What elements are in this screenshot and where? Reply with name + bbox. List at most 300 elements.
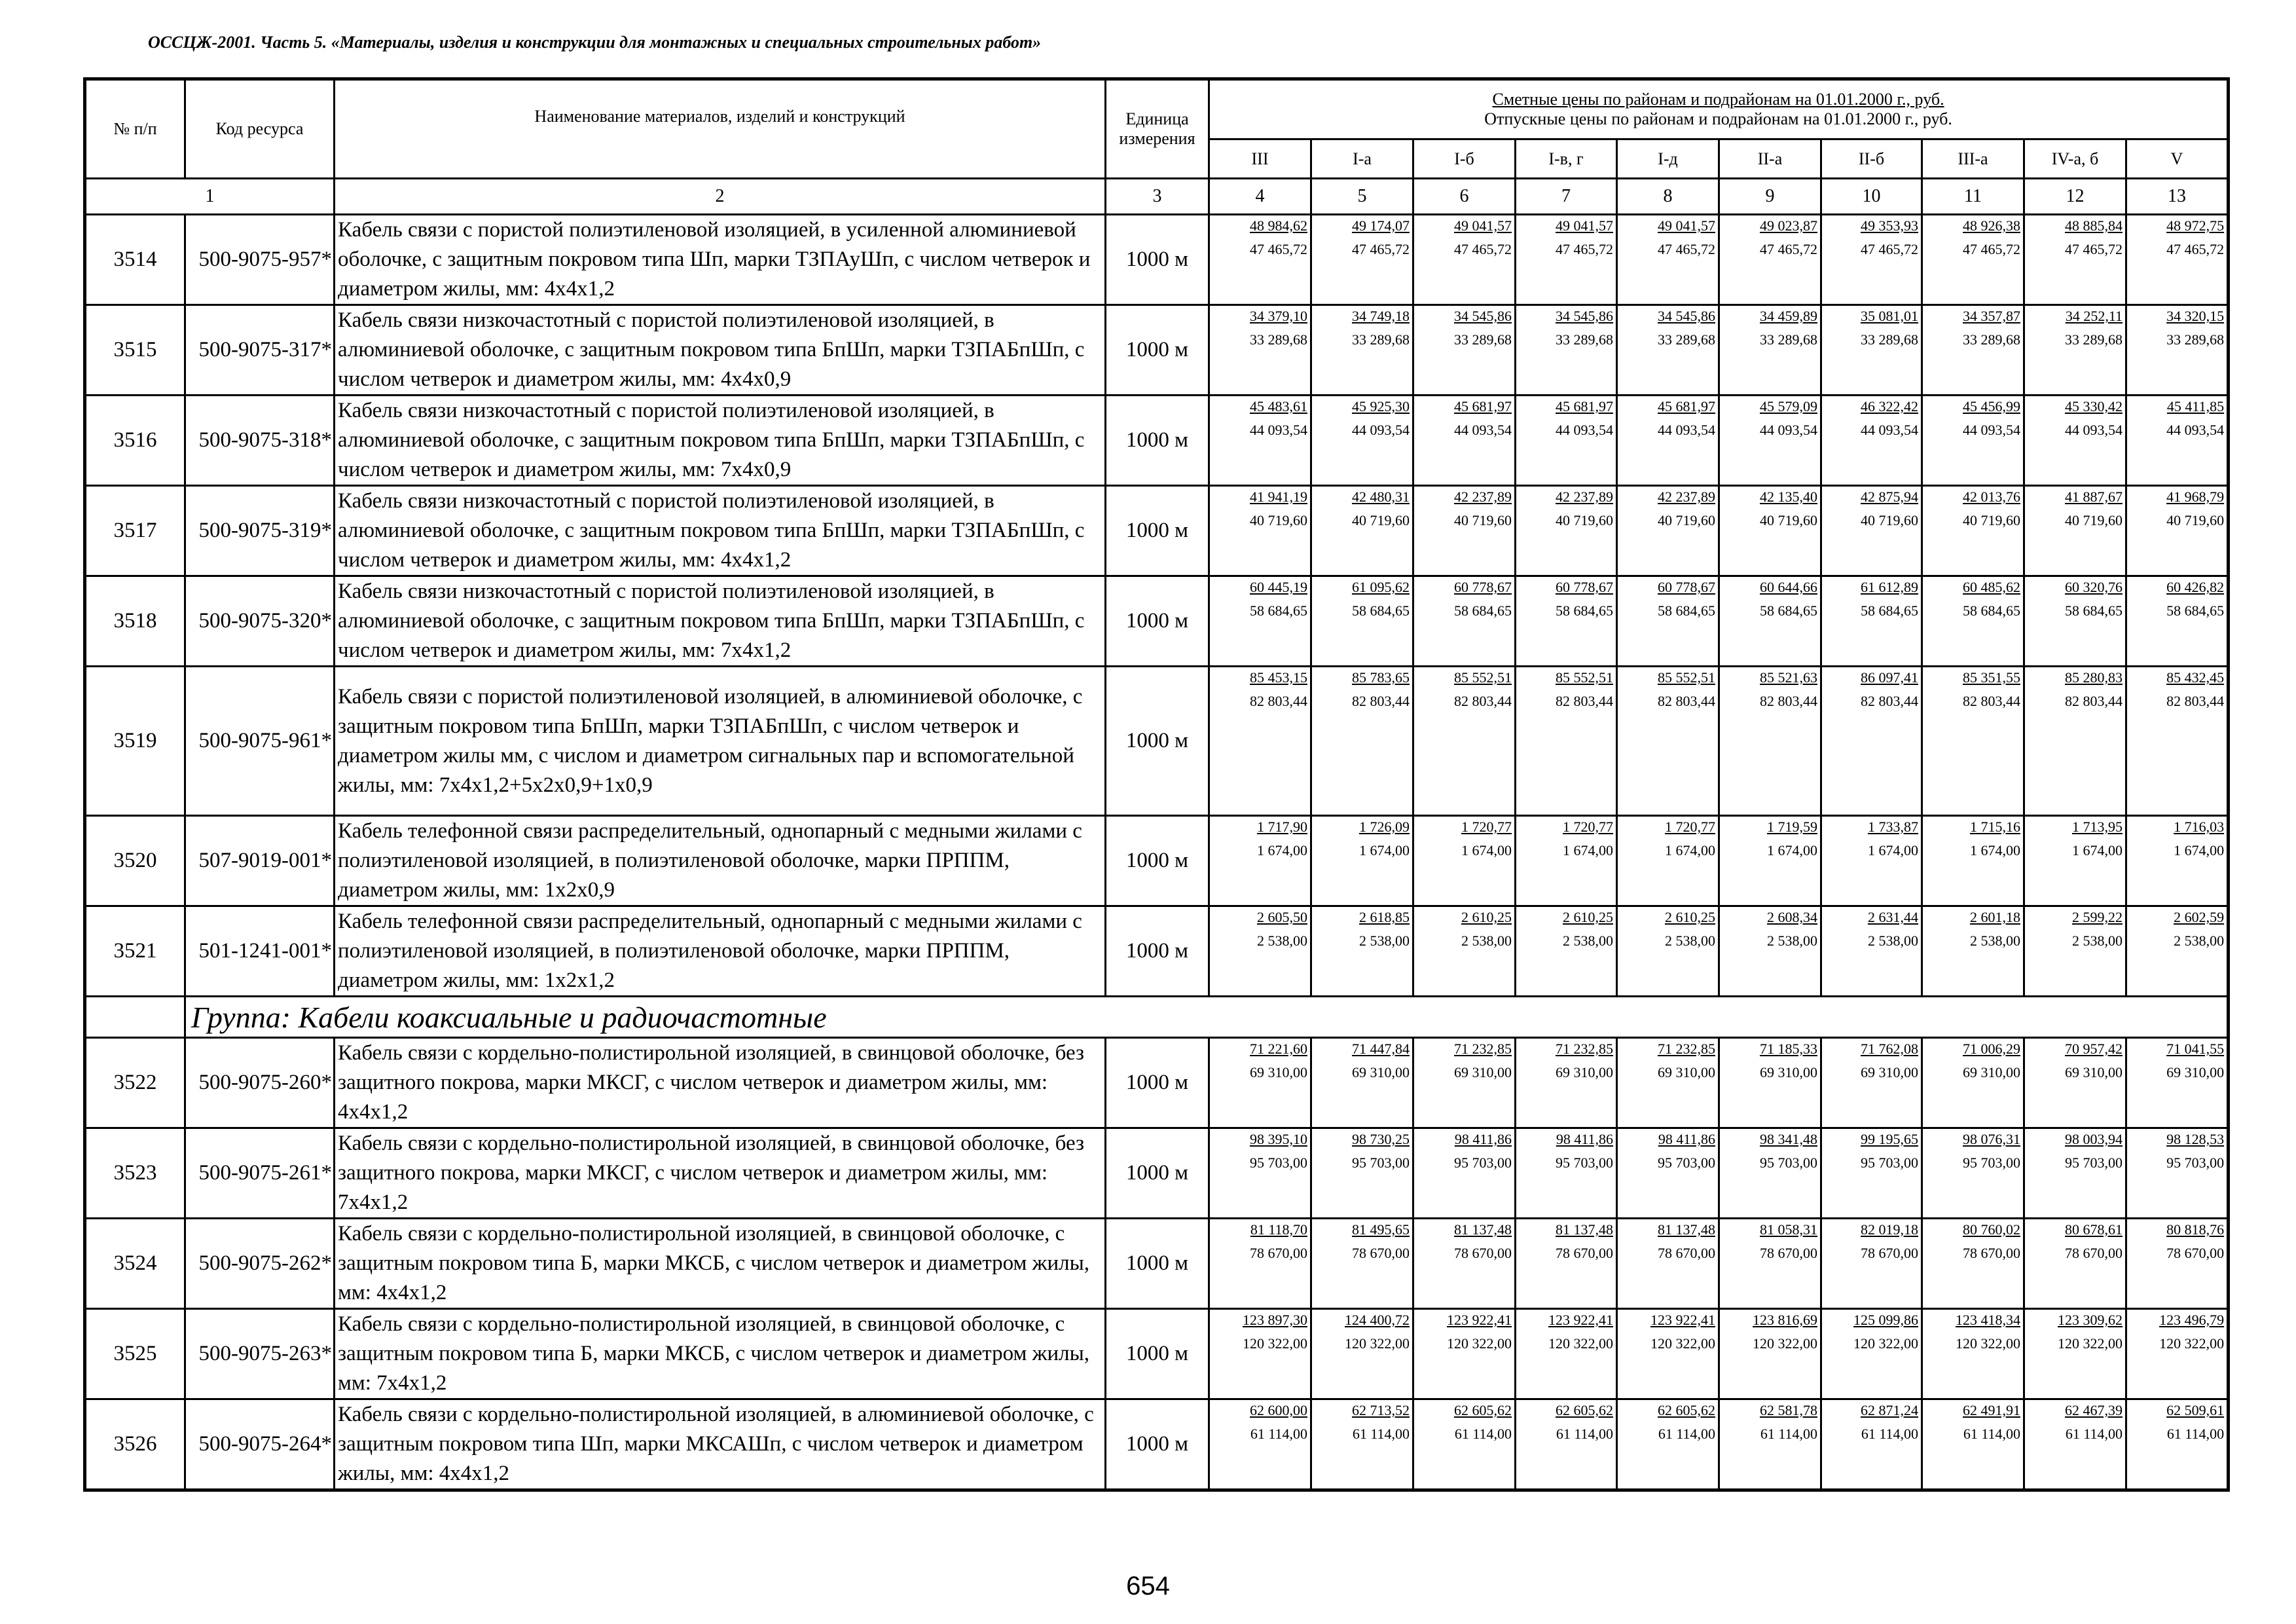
release-price: 33 289,68 <box>1352 331 1410 348</box>
estimate-price: 81 495,65 <box>1352 1221 1410 1238</box>
unit-of-measure: 1000 м <box>1106 906 1209 997</box>
estimate-price: 60 778,67 <box>1556 579 1613 595</box>
price-cell <box>2024 816 2126 906</box>
resource-code: 501-1241-001* <box>185 906 335 997</box>
release-price: 95 703,00 <box>2166 1154 2225 1171</box>
estimate-price: 34 545,86 <box>1556 308 1613 324</box>
resource-code: 500-9075-961* <box>185 667 335 816</box>
release-price: 120 322,00 <box>2159 1335 2225 1352</box>
release-price: 120 322,00 <box>1956 1335 2020 1352</box>
price-cell <box>2126 1128 2229 1219</box>
price-cell <box>1617 816 1719 906</box>
estimate-price: 34 545,86 <box>1658 308 1715 324</box>
estimate-price: 49 041,57 <box>1556 217 1613 234</box>
price-cell <box>1311 816 1413 906</box>
estimate-price: 123 418,34 <box>1956 1312 2020 1328</box>
item-number: 3516 <box>85 396 185 486</box>
estimate-price: 81 137,48 <box>1454 1221 1512 1238</box>
estimate-price: 1 715,16 <box>1970 819 2020 835</box>
estimate-price: 85 552,51 <box>1658 669 1715 686</box>
estimate-price: 61 612,89 <box>1861 579 1918 595</box>
column-number: 13 <box>2126 179 2229 215</box>
release-price: 2 538,00 <box>2174 932 2225 949</box>
price-cell <box>1617 906 1719 997</box>
estimate-price: 62 871,24 <box>1861 1402 1918 1418</box>
price-cell <box>1311 1038 1413 1128</box>
release-price: 82 803,44 <box>1352 693 1410 709</box>
price-cell <box>1719 305 1821 396</box>
estimate-price: 48 984,62 <box>1250 217 1307 234</box>
unit-of-measure: 1000 м <box>1106 215 1209 305</box>
release-price: 33 289,68 <box>1861 331 1918 348</box>
region-header: I-д <box>1617 139 1719 179</box>
price-cell <box>1413 1219 1516 1309</box>
price-cell <box>1516 1309 1617 1399</box>
estimate-price: 61 095,62 <box>1352 579 1410 595</box>
estimate-price: 125 099,86 <box>1853 1312 1918 1328</box>
price-cell <box>2024 1309 2126 1399</box>
column-number: 9 <box>1719 179 1821 215</box>
release-price: 40 719,60 <box>2166 512 2225 528</box>
price-cell <box>1922 396 2024 486</box>
estimate-price: 2 608,34 <box>1767 909 1817 925</box>
release-price: 69 310,00 <box>2166 1064 2225 1080</box>
price-cell <box>1617 305 1719 396</box>
price-cell <box>1413 816 1516 906</box>
release-price: 95 703,00 <box>1963 1154 2020 1171</box>
estimate-price: 49 174,07 <box>1352 217 1410 234</box>
release-price: 78 670,00 <box>1861 1245 1918 1261</box>
price-cell <box>2126 1399 2229 1490</box>
price-cell <box>1209 576 1311 667</box>
price-cell <box>1719 816 1821 906</box>
estimate-price: 98 730,25 <box>1352 1131 1410 1147</box>
price-cell <box>1311 305 1413 396</box>
release-price: 44 093,54 <box>1454 422 1512 438</box>
price-cell <box>1516 816 1617 906</box>
estimate-price: 2 601,18 <box>1970 909 2020 925</box>
release-price: 2 538,00 <box>1665 932 1715 949</box>
price-cell <box>2126 215 2229 305</box>
estimate-price: 1 716,03 <box>2174 819 2225 835</box>
release-price: 95 703,00 <box>1556 1154 1613 1171</box>
price-cell <box>1516 667 1617 816</box>
release-caption: Отпускные цены по районам и подрайонам на 01.01.2000 г., руб. <box>1484 109 1952 128</box>
price-cell <box>1821 816 1922 906</box>
release-price: 47 465,72 <box>2166 241 2225 257</box>
release-price: 33 289,68 <box>1963 331 2020 348</box>
price-cell <box>1719 667 1821 816</box>
column-number: 10 <box>1821 179 1922 215</box>
item-name: Кабель телефонной связи распределительный, однопарный с медными жилами с полиэтиленовой изоляцией, в полиэтиленовой оболочке, марки ПРППМ, диаметром жилы, мм: 1х2х1,2 <box>335 906 1106 997</box>
release-price: 120 322,00 <box>1650 1335 1715 1352</box>
estimate-price: 60 778,67 <box>1658 579 1715 595</box>
estimate-price: 35 081,01 <box>1861 308 1918 324</box>
price-cell <box>2024 576 2126 667</box>
release-price: 69 310,00 <box>1760 1064 1817 1080</box>
release-price: 82 803,44 <box>1250 693 1307 709</box>
estimate-price: 98 128,53 <box>2166 1131 2225 1147</box>
estimate-price: 1 720,77 <box>1563 819 1613 835</box>
header-price-captions <box>1209 79 2229 139</box>
item-name: Кабель связи с кордельно-полистирольной изоляцией, в свинцовой оболочке, без защитного покрова, марки МКСГ, с числом четверок и диаметром жилы, мм: 7х4х1,2 <box>335 1128 1106 1219</box>
estimate-price: 81 058,31 <box>1760 1221 1817 1238</box>
release-price: 69 310,00 <box>1861 1064 1918 1080</box>
price-cell <box>1922 1038 2024 1128</box>
estimate-price: 60 778,67 <box>1454 579 1512 595</box>
release-price: 61 114,00 <box>1250 1426 1307 1442</box>
release-price: 47 465,72 <box>1556 241 1613 257</box>
estimate-price: 45 411,85 <box>2166 398 2225 415</box>
estimate-price: 124 400,72 <box>1345 1312 1410 1328</box>
estimate-price: 70 957,42 <box>2065 1041 2123 1057</box>
release-price: 69 310,00 <box>1250 1064 1307 1080</box>
item-number: 3523 <box>85 1128 185 1219</box>
item-number: 3525 <box>85 1309 185 1399</box>
region-header: V <box>2126 139 2229 179</box>
price-cell <box>2126 906 2229 997</box>
release-price: 40 719,60 <box>1250 512 1307 528</box>
price-cell <box>1922 667 2024 816</box>
release-price: 33 289,68 <box>1556 331 1613 348</box>
price-cell <box>1311 1219 1413 1309</box>
release-price: 1 674,00 <box>1665 842 1715 858</box>
estimate-price: 1 720,77 <box>1461 819 1512 835</box>
region-header: IV-а, б <box>2024 139 2126 179</box>
header-name: Наименование материалов, изделий и конструкций <box>335 79 1106 179</box>
price-cell <box>1922 816 2024 906</box>
price-cell <box>1311 396 1413 486</box>
release-price: 78 670,00 <box>2166 1245 2225 1261</box>
price-cell <box>1922 1128 2024 1219</box>
release-price: 44 093,54 <box>2166 422 2225 438</box>
price-cell <box>2024 1038 2126 1128</box>
estimate-price: 62 713,52 <box>1352 1402 1410 1418</box>
price-cell <box>1413 906 1516 997</box>
release-price: 40 719,60 <box>1963 512 2020 528</box>
release-price: 95 703,00 <box>1658 1154 1715 1171</box>
release-price: 120 322,00 <box>1243 1335 1307 1352</box>
release-price: 95 703,00 <box>1250 1154 1307 1171</box>
item-name: Кабель связи низкочастотный с пористой полиэтиленовой изоляцией, в алюминиевой оболочке, с защитным покровом типа БпШп, марки ТЗПАБпШп, с числом четверок и диаметром жилы, мм: 4х4х1,2 <box>335 486 1106 576</box>
estimate-price: 45 330,42 <box>2065 398 2123 415</box>
running-header: ОССЦЖ-2001. Часть 5. «Материалы, изделия и конструкции для монтажных и специальных строительных работ» <box>148 33 1042 52</box>
estimate-price: 60 320,76 <box>2065 579 2123 595</box>
estimate-price: 1 720,77 <box>1665 819 1715 835</box>
price-cell <box>1209 396 1311 486</box>
price-cell <box>1413 1399 1516 1490</box>
unit-of-measure: 1000 м <box>1106 576 1209 667</box>
release-price: 61 114,00 <box>2166 1426 2225 1442</box>
release-price: 78 670,00 <box>1658 1245 1715 1261</box>
price-cell <box>1413 667 1516 816</box>
price-cell <box>1209 1038 1311 1128</box>
estimate-price: 62 605,62 <box>1454 1402 1512 1418</box>
header-code: Код ресурса <box>185 79 335 179</box>
estimate-price: 2 605,50 <box>1257 909 1307 925</box>
estimate-price: 2 610,25 <box>1461 909 1512 925</box>
price-cell <box>1821 215 1922 305</box>
release-price: 1 674,00 <box>1767 842 1817 858</box>
estimate-price: 71 006,29 <box>1963 1041 2020 1057</box>
price-cell <box>2126 667 2229 816</box>
price-cell <box>1719 1399 1821 1490</box>
estimate-price: 123 922,41 <box>1650 1312 1715 1328</box>
estimate-price: 123 897,30 <box>1243 1312 1307 1328</box>
item-name: Кабель связи с пористой полиэтиленовой изоляцией, в алюминиевой оболочке, с защитным покровом типа БпШп, марки ТЗПАБпШп, с числом четверок и диаметром жилы мм, с числом и диаметром сигнальных пар и вспомогательной жилы, мм: 7х4х1,2+5х2х0,9+1х0,9 <box>335 667 1106 816</box>
table-row <box>85 1309 2229 1399</box>
item-name: Кабель связи с пористой полиэтиленовой изоляцией, в усиленной алюминиевой оболочке, с защитным покровом типа Шп, марки ТЗПАуШп, с числом четверок и диаметром жилы, мм: 4х4х1,2 <box>335 215 1106 305</box>
release-price: 40 719,60 <box>1454 512 1512 528</box>
estimate-price: 45 681,97 <box>1454 398 1512 415</box>
price-cell <box>1516 396 1617 486</box>
estimate-price: 62 605,62 <box>1658 1402 1715 1418</box>
item-number: 3521 <box>85 906 185 997</box>
table-row <box>85 396 2229 486</box>
estimate-price: 85 453,15 <box>1250 669 1307 686</box>
release-price: 82 803,44 <box>1658 693 1715 709</box>
release-price: 33 289,68 <box>2065 331 2123 348</box>
unit-of-measure: 1000 м <box>1106 396 1209 486</box>
release-price: 120 322,00 <box>1853 1335 1918 1352</box>
column-number: 11 <box>1922 179 2024 215</box>
estimate-price: 99 195,65 <box>1861 1131 1918 1147</box>
release-price: 61 114,00 <box>1861 1426 1918 1442</box>
release-price: 44 093,54 <box>1861 422 1918 438</box>
estimate-price: 42 237,89 <box>1658 489 1715 505</box>
price-cell <box>1311 667 1413 816</box>
price-cell <box>1922 906 2024 997</box>
group-fill <box>1106 997 2229 1038</box>
price-cell <box>1719 576 1821 667</box>
price-cell <box>2024 906 2126 997</box>
release-price: 82 803,44 <box>1556 693 1613 709</box>
estimate-price: 62 491,91 <box>1963 1402 2020 1418</box>
release-price: 120 322,00 <box>1753 1335 1817 1352</box>
release-price: 2 538,00 <box>1563 932 1613 949</box>
estimate-price: 62 600,00 <box>1250 1402 1307 1418</box>
release-price: 40 719,60 <box>1556 512 1613 528</box>
release-price: 40 719,60 <box>1861 512 1918 528</box>
estimate-price: 41 968,79 <box>2166 489 2225 505</box>
price-cell <box>1719 1309 1821 1399</box>
price-cell <box>1311 1128 1413 1219</box>
price-cell <box>1209 305 1311 396</box>
estimate-price: 1 713,95 <box>2072 819 2123 835</box>
release-price: 58 684,65 <box>1352 602 1410 619</box>
price-cell <box>1413 1038 1516 1128</box>
estimate-price: 98 411,86 <box>1556 1131 1613 1147</box>
release-price: 40 719,60 <box>1658 512 1715 528</box>
resource-code: 500-9075-263* <box>185 1309 335 1399</box>
estimate-price: 41 941,19 <box>1250 489 1307 505</box>
release-price: 61 114,00 <box>2065 1426 2123 1442</box>
price-cell <box>1516 1038 1617 1128</box>
release-price: 58 684,65 <box>1963 602 2020 619</box>
price-cell <box>1516 906 1617 997</box>
estimate-price: 60 426,82 <box>2166 579 2225 595</box>
estimate-price: 42 480,31 <box>1352 489 1410 505</box>
estimate-price: 98 411,86 <box>1658 1131 1715 1147</box>
table-row <box>85 1399 2229 1490</box>
table-row <box>85 1219 2229 1309</box>
estimate-price: 71 232,85 <box>1556 1041 1613 1057</box>
estimate-price: 82 019,18 <box>1861 1221 1918 1238</box>
item-number: 3522 <box>85 1038 185 1128</box>
release-price: 58 684,65 <box>1861 602 1918 619</box>
release-price: 44 093,54 <box>1658 422 1715 438</box>
price-cell <box>1821 1128 1922 1219</box>
column-number: 4 <box>1209 179 1311 215</box>
estimate-price: 81 118,70 <box>1250 1221 1307 1238</box>
price-cell <box>1922 215 2024 305</box>
estimate-price: 2 599,22 <box>2072 909 2123 925</box>
column-number-row <box>85 179 2229 215</box>
estimate-price: 85 552,51 <box>1556 669 1613 686</box>
release-price: 47 465,72 <box>1861 241 1918 257</box>
release-price: 33 289,68 <box>1454 331 1512 348</box>
price-cell <box>2126 1038 2229 1128</box>
release-price: 78 670,00 <box>1454 1245 1512 1261</box>
release-price: 78 670,00 <box>1556 1245 1613 1261</box>
estimate-price: 45 925,30 <box>1352 398 1410 415</box>
release-price: 47 465,72 <box>1352 241 1410 257</box>
estimate-price: 60 485,62 <box>1963 579 2020 595</box>
item-name: Кабель связи низкочастотный с пористой полиэтиленовой изоляцией, в алюминиевой оболочке, с защитным покровом типа БпШп, марки ТЗПАБпШп, с числом четверок и диаметром жилы, мм: 7х4х0,9 <box>335 396 1106 486</box>
release-price: 61 114,00 <box>1963 1426 2020 1442</box>
estimate-price: 81 137,48 <box>1658 1221 1715 1238</box>
release-price: 58 684,65 <box>1760 602 1817 619</box>
estimate-price: 85 351,55 <box>1963 669 2020 686</box>
price-cell <box>2024 1128 2126 1219</box>
release-price: 58 684,65 <box>1454 602 1512 619</box>
release-price: 2 538,00 <box>1868 932 1918 949</box>
estimate-price: 48 972,75 <box>2166 217 2225 234</box>
release-price: 120 322,00 <box>1548 1335 1613 1352</box>
estimate-price: 49 041,57 <box>1658 217 1715 234</box>
release-price: 82 803,44 <box>1760 693 1817 709</box>
release-price: 33 289,68 <box>2166 331 2225 348</box>
item-name: Кабель связи с кордельно-полистирольной изоляцией, в свинцовой оболочке, с защитным покровом типа Б, марки МКСБ, с числом четверок и диаметром жилы, мм: 4х4х1,2 <box>335 1219 1106 1309</box>
unit-of-measure: 1000 м <box>1106 667 1209 816</box>
price-cell <box>1209 1128 1311 1219</box>
estimate-price: 71 232,85 <box>1454 1041 1512 1057</box>
release-price: 58 684,65 <box>2166 602 2225 619</box>
release-price: 1 674,00 <box>1563 842 1613 858</box>
resource-code: 500-9075-957* <box>185 215 335 305</box>
price-cell <box>1719 1038 1821 1128</box>
item-number: 3519 <box>85 667 185 816</box>
price-cell <box>1311 1309 1413 1399</box>
estimate-price: 98 076,31 <box>1963 1131 2020 1147</box>
price-cell <box>1413 486 1516 576</box>
release-price: 61 114,00 <box>1760 1426 1817 1442</box>
price-cell <box>2024 1219 2126 1309</box>
price-cell <box>1311 1399 1413 1490</box>
resource-code: 507-9019-001* <box>185 816 335 906</box>
price-cell <box>1617 1399 1719 1490</box>
price-cell <box>1617 576 1719 667</box>
estimate-price: 2 618,85 <box>1359 909 1410 925</box>
column-number: 1 <box>85 179 335 215</box>
estimate-price: 34 379,10 <box>1250 308 1307 324</box>
release-price: 1 674,00 <box>2174 842 2225 858</box>
price-cell <box>1413 396 1516 486</box>
estimate-price: 80 818,76 <box>2166 1221 2225 1238</box>
estimate-price: 48 885,84 <box>2065 217 2123 234</box>
release-price: 61 114,00 <box>1658 1426 1715 1442</box>
price-table <box>83 77 2230 1492</box>
item-number: 3526 <box>85 1399 185 1490</box>
price-cell <box>1719 486 1821 576</box>
release-price: 33 289,68 <box>1760 331 1817 348</box>
resource-code: 500-9075-319* <box>185 486 335 576</box>
price-cell <box>1209 667 1311 816</box>
release-price: 44 093,54 <box>1250 422 1307 438</box>
estimate-price: 2 602,59 <box>2174 909 2225 925</box>
price-cell <box>1516 1399 1617 1490</box>
release-price: 1 674,00 <box>1868 842 1918 858</box>
region-header: II-б <box>1821 139 1922 179</box>
release-price: 120 322,00 <box>1345 1335 1410 1352</box>
release-price: 47 465,72 <box>1760 241 1817 257</box>
estimate-price: 42 875,94 <box>1861 489 1918 505</box>
item-number: 3520 <box>85 816 185 906</box>
estimate-price: 42 135,40 <box>1760 489 1817 505</box>
price-cell <box>1719 1219 1821 1309</box>
release-price: 82 803,44 <box>1963 693 2020 709</box>
price-cell <box>2126 816 2229 906</box>
estimate-price: 81 137,48 <box>1556 1221 1613 1238</box>
region-header: I-в, г <box>1516 139 1617 179</box>
price-cell <box>1209 1309 1311 1399</box>
release-price: 1 674,00 <box>1970 842 2020 858</box>
release-price: 120 322,00 <box>2058 1335 2123 1352</box>
release-price: 78 670,00 <box>1963 1245 2020 1261</box>
price-cell <box>1922 576 2024 667</box>
estimate-price: 45 456,99 <box>1963 398 2020 415</box>
release-price: 78 670,00 <box>2065 1245 2123 1261</box>
table-row <box>85 667 2229 816</box>
release-price: 47 465,72 <box>1454 241 1512 257</box>
price-cell <box>2126 305 2229 396</box>
release-price: 120 322,00 <box>1447 1335 1512 1352</box>
unit-of-measure: 1000 м <box>1106 486 1209 576</box>
estimate-price: 71 041,55 <box>2166 1041 2225 1057</box>
release-price: 78 670,00 <box>1760 1245 1817 1261</box>
price-cell <box>2126 486 2229 576</box>
table-row <box>85 816 2229 906</box>
estimate-price: 1 726,09 <box>1359 819 1410 835</box>
estimate-price: 62 509,61 <box>2166 1402 2225 1418</box>
price-cell <box>2126 576 2229 667</box>
price-cell <box>1821 906 1922 997</box>
price-cell <box>1209 816 1311 906</box>
item-number: 3514 <box>85 215 185 305</box>
estimate-price: 85 280,83 <box>2065 669 2123 686</box>
estimate-price: 98 411,86 <box>1454 1131 1512 1147</box>
price-cell <box>1209 906 1311 997</box>
release-price: 1 674,00 <box>1257 842 1307 858</box>
price-cell <box>1413 1309 1516 1399</box>
estimate-price: 1 719,59 <box>1767 819 1817 835</box>
column-number: 2 <box>335 179 1106 215</box>
release-price: 69 310,00 <box>1658 1064 1715 1080</box>
group-spacer <box>85 997 185 1038</box>
price-cell <box>1413 215 1516 305</box>
release-price: 61 114,00 <box>1556 1426 1613 1442</box>
estimate-price: 123 816,69 <box>1753 1312 1817 1328</box>
